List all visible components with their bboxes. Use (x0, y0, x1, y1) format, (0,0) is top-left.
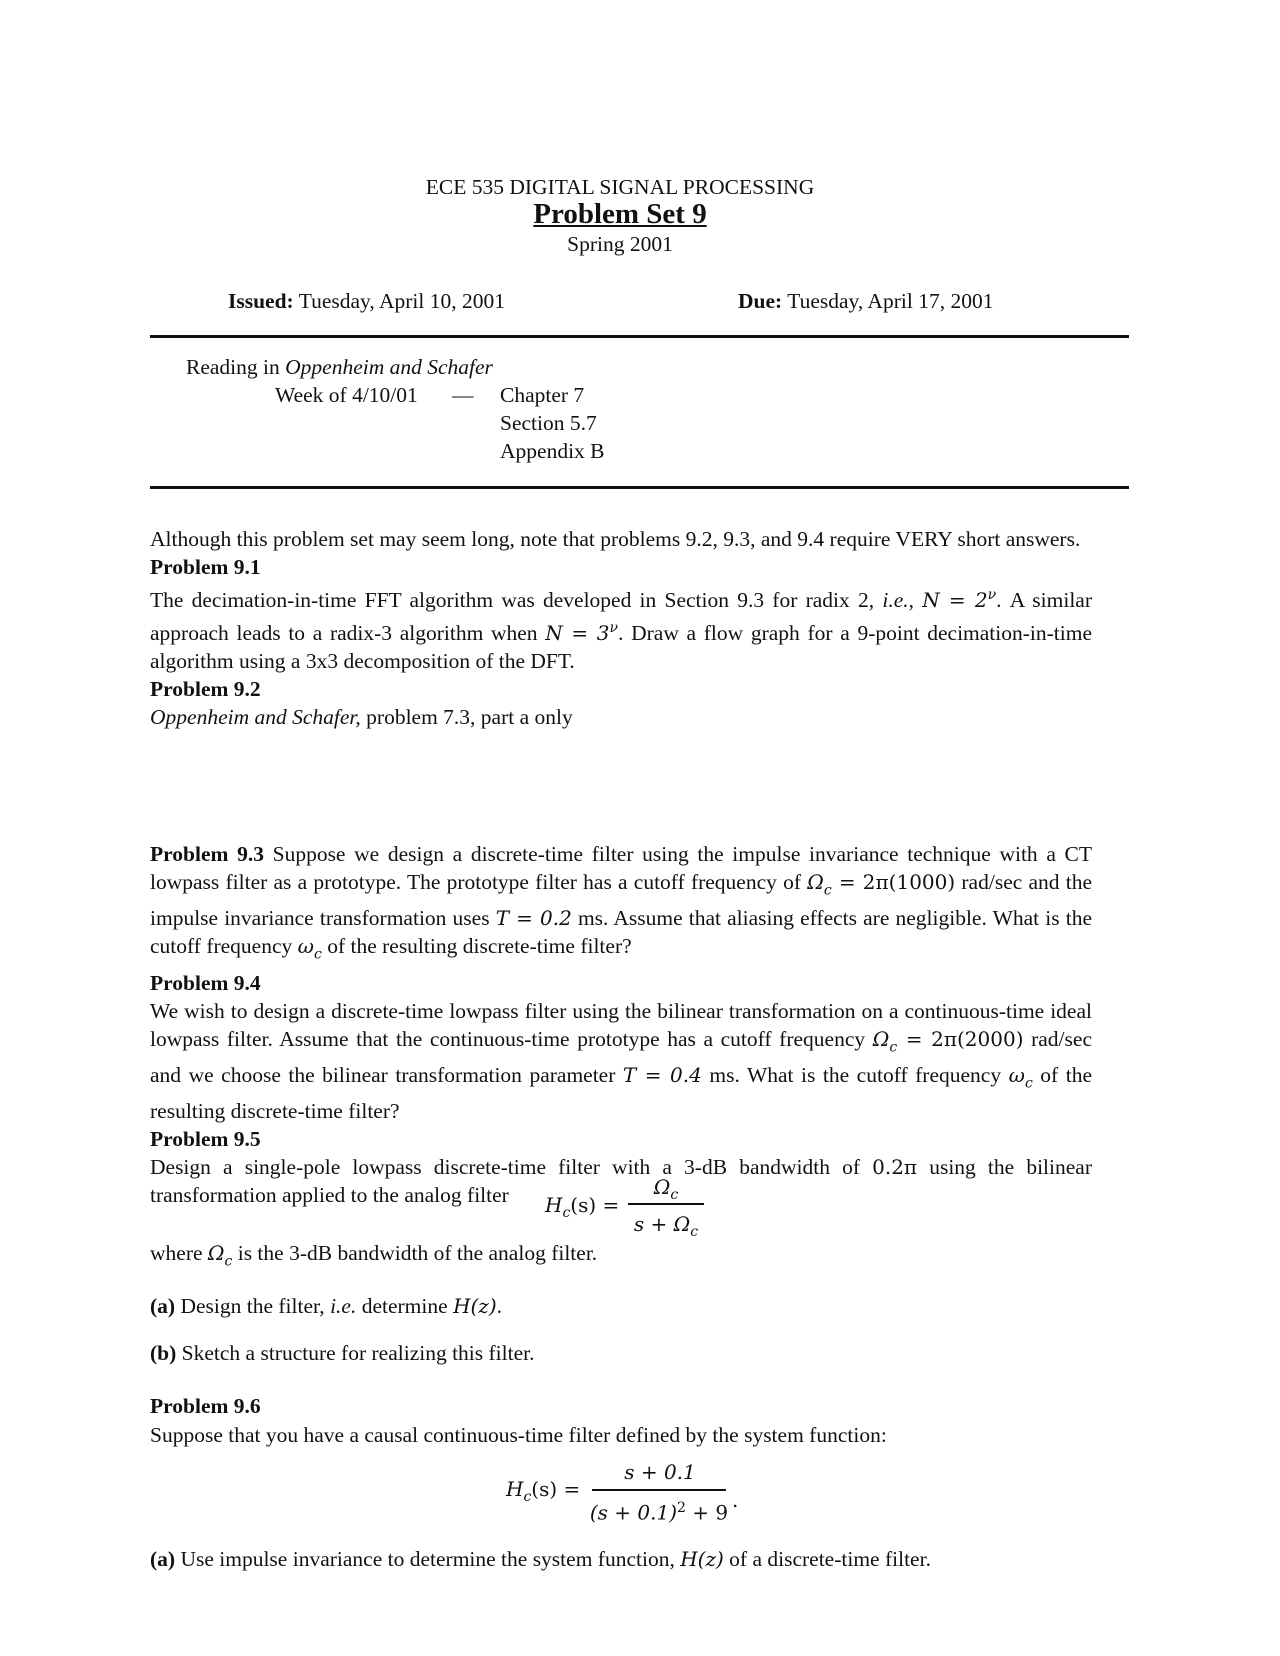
problem-9-5-text: Design a single-pole lowpass discrete-time filter with a 3-dB bandwidth of 0.2π using the bilinear transformation applied to the analog filter (150, 1155, 1092, 1208)
problem-9-2-heading: Problem 9.2 (150, 677, 261, 702)
problem-9-1-text: The decimation-in-time FFT algorithm was developed in Section 9.3 for radix 2, i.e., $N = 2^\nu$. A similar approach leads to a radix-3 algorithm when $N = 3^\nu$. Draw a flow graph for a 9-point decimation-in-time algorithm using a 3x3 decomposition of the DFT. (150, 587, 1093, 674)
course-title: ECE 535 DIGITAL SIGNAL PROCESSING (425, 175, 815, 199)
equation-9-6-fraction-bar (592, 1489, 726, 1491)
reading-heading (186, 353, 493, 381)
reading-book: Oppenheim and Schafer (285, 355, 493, 379)
problem-9-6-text: Suppose that you have a causal continuous-time filter defined by the system function: (150, 1423, 887, 1447)
problem-9-6-heading: Problem 9.6 (150, 1394, 261, 1418)
issued-label: Issued: (228, 289, 294, 313)
issued-date-line (228, 287, 505, 315)
reading-item: Appendix B (500, 439, 605, 463)
due-date-line (738, 287, 993, 315)
problem-9-4-text: We wish to design a discrete-time lowpass filter using the bilinear transformation on a continuous-time ideal lowpass filter. Assume that the continuous-time prototype has a cutoff frequency $\Omega_c = 2\pi(2000)$ rad/sec and we choose the bilinear transformation parameter T = 0.4 ms. What is the cutoff frequency $\omega_c$ of the resulting discrete-time filter? (150, 998, 1092, 1124)
problems-3-5 (150, 840, 1092, 1209)
problem-9-2-text: Oppenheim and Schafer, problem 7.3, part a only (150, 705, 573, 730)
problem-9-6-part-a: (a) Use impulse invariance to determine the system function, H(z) of a discrete-time filter. (150, 1547, 931, 1571)
equation-9-6-period: . (732, 1488, 739, 1512)
reading-item: Section 5.7 (500, 411, 597, 435)
equation-9-6-lhs: $H_c(s)$ = (506, 1477, 581, 1505)
intro-and-problems-1-2 (150, 525, 1092, 731)
due-label: Due: (738, 289, 783, 313)
due-date: Tuesday, April 17, 2001 (787, 289, 994, 313)
intro-text: Although this problem set may seem long, note that problems 9.2, 9.3, and 9.4 require VERY short answers. (150, 527, 1081, 551)
problem-9-5-heading: Problem 9.5 (150, 1127, 261, 1152)
problem-9-5-part-b: (b) Sketch a structure for realizing this filter. (150, 1341, 535, 1365)
reading-item: Chapter 7 (500, 383, 585, 407)
equation-9-5-numerator: $\Omega_c$ (653, 1175, 679, 1203)
problem-9-3-text: Problem 9.3 Suppose we design a discrete-time filter using the impulse invariance technique with a CT lowpass filter as a prototype. The prototype filter has a cutoff frequency of $\Omega_c = 2\pi(1000)$ rad/sec and the impulse invariance transformation uses T = 0.2 ms. Assume that aliasing effects are negligible. What is the cutoff frequency $\omega_c$ of the resulting discrete-time filter? (150, 842, 1092, 963)
issued-date: Tuesday, April 10, 2001 (298, 289, 505, 313)
equation-9-6-denominator: $(s + 0.1)^2 + 9$ (589, 1500, 729, 1525)
problem-9-3-heading: Problem 9.3 (150, 842, 264, 866)
problem-9-5-note: where $\Omega_c$ is the 3-dB bandwidth of the analog filter. (150, 1241, 598, 1270)
reading-lead: Reading in (186, 355, 286, 379)
term: Spring 2001 (567, 232, 673, 256)
equation-9-5-denominator: $s + \Omega_c$ (633, 1212, 699, 1240)
bottom-divider (150, 486, 1129, 489)
equation-9-5-fraction-bar (628, 1203, 704, 1205)
problem-set-title: Problem Set 9 (533, 198, 707, 230)
equation-9-5-lhs: $H_c(s)$ = (545, 1193, 620, 1221)
problem-9-4-heading: Problem 9.4 (150, 970, 261, 995)
top-divider (150, 335, 1129, 338)
reading-week: Week of 4/10/01 (275, 383, 418, 407)
equation-9-6-numerator: s + 0.1 (624, 1460, 696, 1484)
reading-dash: — (452, 383, 474, 407)
problem-9-5-part-a: (a) Design the filter, i.e. determine H(z). (150, 1294, 503, 1318)
problem-9-1-heading: Problem 9.1 (150, 555, 261, 579)
